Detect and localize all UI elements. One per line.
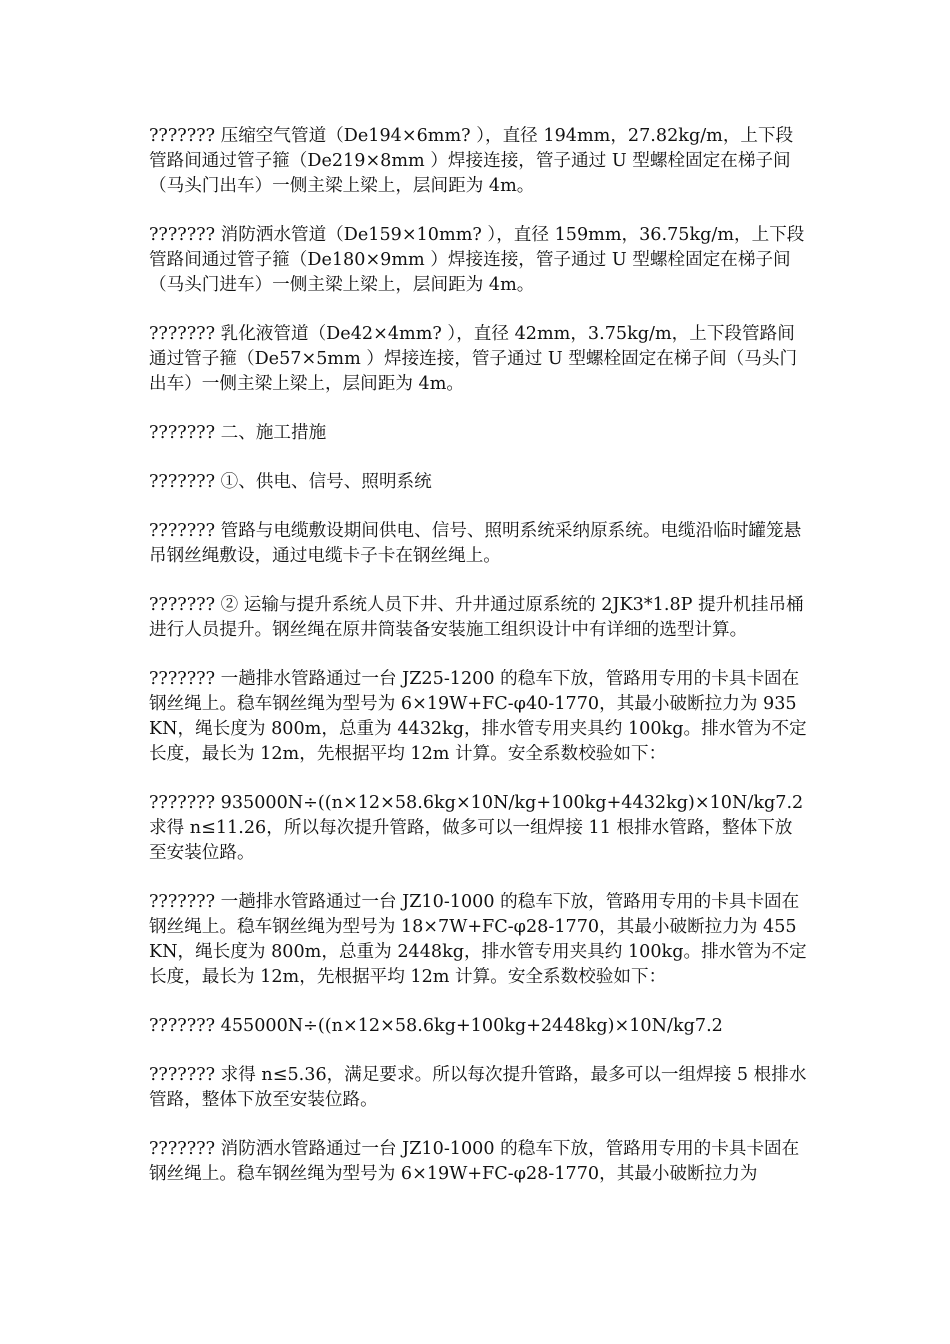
document-body [149, 124, 809, 1211]
paragraph-transport-hoisting: ??????? ② 运输与提升系统人员下井、升井通过原系统的 2JK3*1.8P 提升机挂吊桶进行人员提升。钢丝绳在原井筒装备安装施工组织设计中有详细的选型计算。 [149, 595, 804, 640]
paragraph-fire-pipe-jz10: ??????? 消防洒水管路通过一台 JZ10-1000 的稳车下放，管路用专用的卡具卡固在钢丝绳上。稳车钢丝绳为型号为 6×19W+FC-φ28-1770，其最小破断拉力为 [149, 1139, 800, 1184]
paragraph-result-calc-2: ??????? 求得 n≤5.36，满足要求。所以每次提升管路，最多可以一组焊接 5 根排水管路，整体下放至安装位路。 [149, 1065, 807, 1110]
paragraph-safety-calc-2: ??????? 455000N÷((n×12×58.6kg+100kg+2448kg)×10N/kg7.2 [149, 1016, 723, 1036]
paragraph-drain-pipe-jz10: ??????? 一趟排水管路通过一台 JZ10-1000 的稳车下放，管路用专用的卡具卡固在钢丝绳上。稳车钢丝绳为型号为 18×7W+FC-φ28-1770，其最小破断拉力为 455KN，绳长度为 800m，总重为 2448kg，排水管专用夹具约 100kg。排水管为不定长度，最长为 12m，先根据平均 12m 计算。安全系数校验如下： [149, 892, 807, 987]
section-heading-construction-measures: ??????? 二、施工措施 [149, 423, 327, 443]
paragraph-safety-calc-1: ??????? 935000N÷((n×12×58.6kg×10N/kg+100kg+4432kg)×10N/kg7.2 求得 n≤11.26，所以每次提升管路，做多可以一组焊接 11 根排水管路，整体下放至安装位路。 [149, 793, 804, 863]
subheading-power-signal-lighting: ??????? ①、供电、信号、照明系统 [149, 472, 432, 492]
paragraph-compressed-air-pipe: ??????? 压缩空气管道（De194×6mm? ），直径 194mm，27.82kg/m，上下段管路间通过管子箍（De219×8mm ）焊接连接，管子通过 U 型螺栓固定在梯子间（马头门出车）一侧主梁上梁上，层间距为 4m。 [149, 126, 794, 196]
paragraph-power-system: ??????? 管路与电缆敷设期间供电、信号、照明系统采纳原系统。电缆沿临时罐笼悬吊钢丝绳敷设，通过电缆卡子卡在钢丝绳上。 [149, 521, 802, 566]
paragraph-emulsion-pipe: ??????? 乳化液管道（De42×4mm? ），直径 42mm，3.75kg/m，上下段管路间通过管子箍（De57×5mm ）焊接连接，管子通过 U 型螺栓固定在梯子间（马头门出车）一侧主梁上梁上，层间距为 4m。 [149, 324, 798, 394]
paragraph-fire-sprinkler-pipe: ??????? 消防洒水管道（De159×10mm? ），直径 159mm，36.75kg/m，上下段管路间通过管子箍（De180×9mm ）焊接连接，管子通过 U 型螺栓固定在梯子间（马头门进车）一侧主梁上梁上，层间距为 4m。 [149, 225, 805, 295]
paragraph-drain-pipe-jz25: ??????? 一趟排水管路通过一台 JZ25-1200 的稳车下放，管路用专用的卡具卡固在钢丝绳上。稳车钢丝绳为型号为 6×19W+FC-φ40-1770，其最小破断拉力为 935KN，绳长度为 800m，总重为 4432kg，排水管专用夹具约 100kg。排水管为不定长度，最长为 12m，先根据平均 12m 计算。安全系数校验如下： [149, 669, 807, 764]
